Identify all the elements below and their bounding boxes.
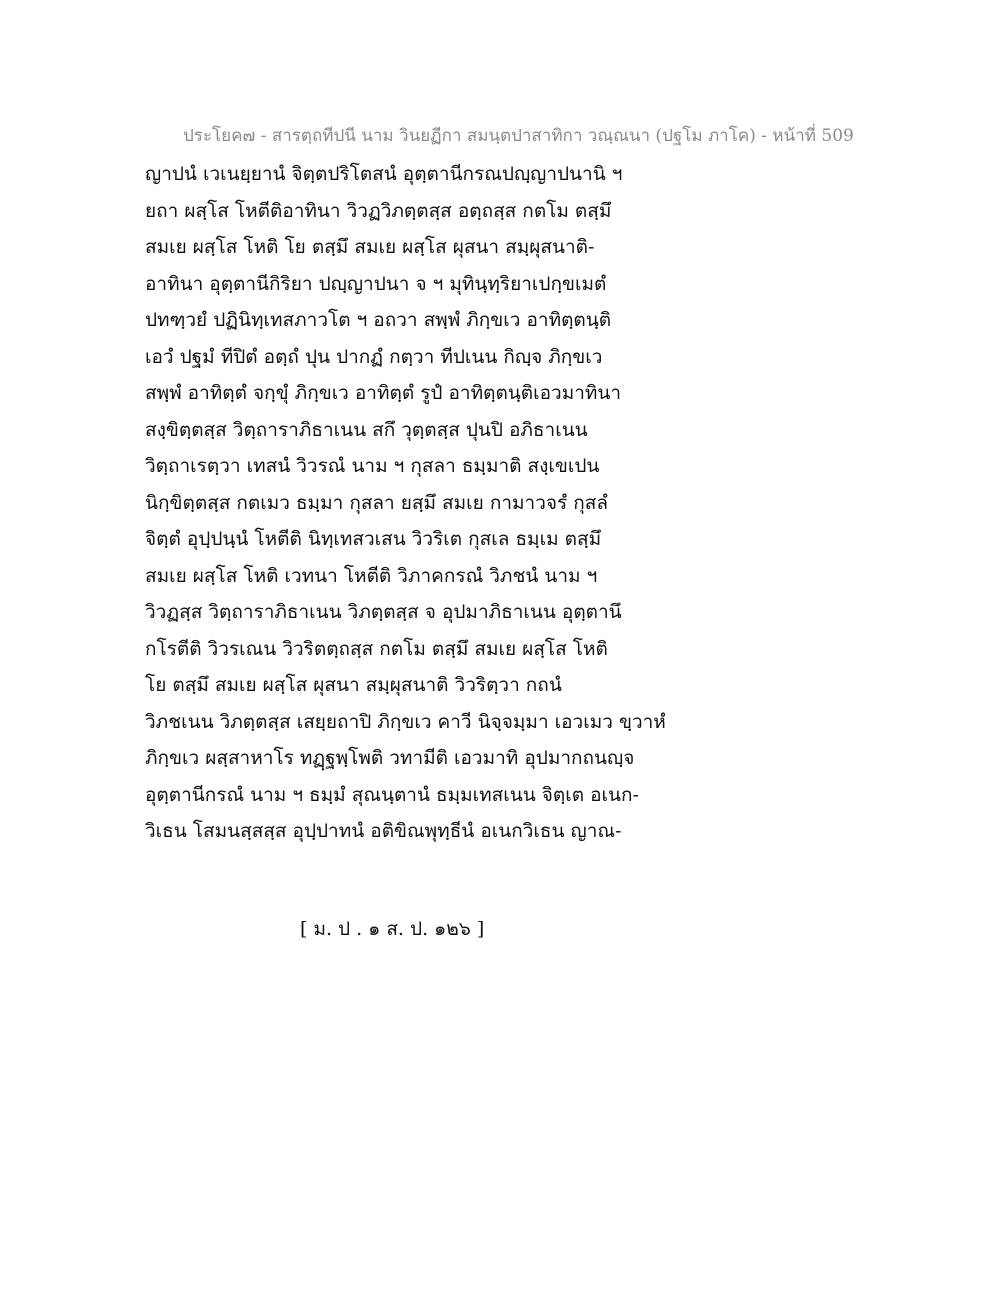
text-line: เอวํ ปฐมํ ทีปิตํ อตฺถํ ปุน ปากฏํ กตฺวา ทีปเนน กิญฺจ ภิกฺขเว — [145, 345, 603, 368]
text-line: อุตฺตานีกรณํ นาม ฯ ธมฺมํ สุณนฺตานํ ธมฺมเทสเนน จิตฺเต อเนก- — [145, 783, 639, 806]
text-line: สพฺพํ อาทิตฺตํ จกฺขุํ ภิกฺขเว อาทิตฺตํ รูปํ อาทิตฺตนฺติเอวมาทินา — [145, 382, 622, 404]
text-line: ญาปนํ เวเนยฺยานํ จิตฺตปริโตสนํ อุตฺตานีกรณปญฺญาปนานิ ฯ — [145, 163, 623, 185]
text-line: วิวฏสฺส วิตฺถาราภิธาเนน วิภตฺตสฺส จ อุปมาภิธาเนน อุตฺตานึ — [145, 601, 622, 623]
text-line: อาทินา อุตฺตานีกิริยา ปญฺญาปนา จ ฯ มุทินฺทฺริยาเปกฺขเมตํ — [145, 272, 607, 295]
text-line: ปทฑฺวยํ ปฏินิทฺเทสภาวโต ฯ อถวา สพฺพํ ภิกฺขเว อาทิตฺตนฺติ — [145, 309, 612, 331]
page-reference: [ ม. ป . ๑ ส. ป. ๑๒๖ ] — [300, 918, 485, 940]
body-text — [145, 156, 705, 850]
text-line: วิภชเนน วิภตฺตสฺส เสยฺยถาปิ ภิกฺขเว คาวี นิจฺจมฺมา เอวเมว ขฺวาหํ — [145, 710, 666, 733]
text-line: กโรตีติ วิวรเณน วิวริตตฺถสฺส กตโม ตสฺมึ สมเย ผสฺโส โหติ — [145, 637, 608, 660]
text-line: วิเธน โสมนสฺสสฺส อุปฺปาทนํ อติขิณพุทฺธีนํ อเนกวิเธน ญาณ- — [145, 820, 622, 842]
text-line: ยถา ผสฺโส โหตีติอาทินา วิวฏวิภตฺตสฺส อตฺถสฺส กตโม ตสฺมึ — [145, 199, 612, 222]
text-line: โย ตสฺมึ สมเย ผสฺโส ผุสนา สมฺผุสนาติ วิวริตฺวา กถนํ — [145, 674, 562, 696]
text-line: นิกฺขิตฺตสฺส กตเมว ธมฺมา กุสลา ยสฺมึ สมเย กามาวจรํ กุสลํ — [145, 491, 609, 514]
running-header: ประโยค๗ - สารตฺถทีปนี นาม วินยฏีกา สมนฺตปาสาทิกา วณฺณนา (ปฐโม ภาโค) - หน้าที่ 509 — [183, 126, 854, 146]
text-line: จิตฺตํ อุปฺปนฺนํ โหตีติ นิทฺเทสวเสน วิวริเต กุสเล ธมฺเม ตสฺมึ — [145, 528, 602, 550]
text-line: สมเย ผสฺโส โหติ โย ตสฺมึ สมเย ผสฺโส ผุสนา สมฺผุสนาติ- — [145, 236, 595, 258]
text-line: สมเย ผสฺโส โหติ เวทนา โหตีติ วิภาคกรณํ วิภชนํ นาม ฯ — [145, 564, 598, 587]
text-line: ภิกฺขเว ผสฺสาหาโร ทฏฺฐพฺโพติ วทามีติ เอวมาทิ อุปมากถนญฺจ — [145, 747, 635, 769]
text-line: วิตฺถาเรตฺวา เทสนํ วิวรณํ นาม ฯ กุสลา ธมฺมาติ สงฺเขเปน — [145, 455, 600, 477]
text-line: สงฺขิตฺตสฺส วิตฺถาราภิธาเนน สกึ วุตฺตสฺส ปุนปิ อภิธาเนน — [145, 418, 588, 441]
